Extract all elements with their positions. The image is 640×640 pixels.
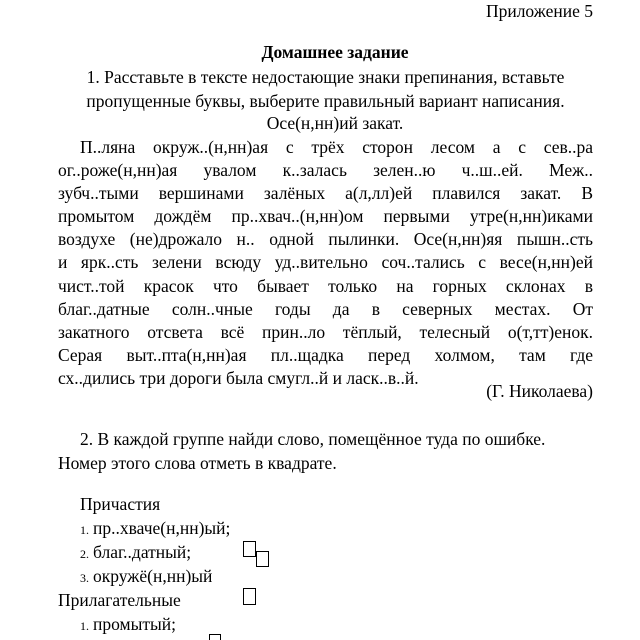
group-heading-adjectives: Прилагательные xyxy=(58,590,181,610)
text-line: промытом дождём пр..хвач..(н,нн)ом первыми утре(н,нн)иками xyxy=(58,206,593,227)
text-subtitle: Осе(н,нн)ий закат. xyxy=(266,113,404,133)
answer-box[interactable] xyxy=(243,541,256,557)
author-attribution: (Г. Николаева) xyxy=(486,381,593,401)
text-line: чист..той красок что бывает только на горных склонах в xyxy=(58,275,593,296)
text-line: ог..роже(н,нн)ая увалом к..залась зелен..ю ч..ш..ей. Меж.. xyxy=(58,160,593,181)
text-line: благ..датные солн..чные годы да в северных местах. От xyxy=(58,298,593,319)
task1-instruction xyxy=(58,65,593,113)
text-line: и ярк..сть зелени всюду уд..вительно соч..тались с весе(н,нн)ей xyxy=(58,252,593,273)
item-number: 3. xyxy=(80,571,89,585)
task1-instruction-line2: пропущенные буквы, выберите правильный вариант написания. xyxy=(86,91,565,111)
item-number: 2. xyxy=(80,547,89,561)
text-line: Серая выт..пта(н,нн)ая пл..щадка перед холмом, там где xyxy=(58,344,593,365)
page-title: Домашнее задание xyxy=(261,42,409,62)
item-number: 1. xyxy=(80,523,89,537)
text-line: закатного отсвета всё прин..ло тёплый, телесный о(т,тт)енок. xyxy=(58,321,593,342)
task2-instruction-line1: 2. В каждой группе найди слово, помещённое туда по ошибке. xyxy=(80,429,546,449)
list-item xyxy=(80,542,191,563)
item-text: пр..хваче(н,нн)ый; xyxy=(93,518,231,538)
list-item xyxy=(80,566,212,587)
task2-instruction-line2: Номер этого слова отметь в квадрате. xyxy=(58,453,337,473)
answer-box[interactable] xyxy=(256,551,269,567)
task2-instruction xyxy=(58,427,598,475)
appendix-label: Приложение 5 xyxy=(485,1,593,21)
item-number: 1. xyxy=(80,619,89,633)
list-item xyxy=(80,518,230,539)
answer-box[interactable] xyxy=(209,634,221,640)
text-line: воздухе (не)дрожало н.. одной пылинки. Осе(н,нн)яя пышн..сть xyxy=(58,229,593,250)
answer-box[interactable] xyxy=(243,588,256,605)
text-line: зубч..тыми вершинами залёных а(л,лл)ей плавился закат. В xyxy=(58,183,593,204)
list-item xyxy=(80,614,176,635)
group-heading-participles: Причастия xyxy=(80,494,161,514)
exercise-text xyxy=(58,136,593,390)
item-text: промытый; xyxy=(93,614,176,634)
text-line: П..ляна окруж..(н,нн)ая с трёх сторон лесом а с сев..ра xyxy=(80,137,593,157)
item-text: окружё(н,нн)ый xyxy=(93,566,213,586)
text-line: сх..дились три дороги была смугл..й и ласк..в..й. xyxy=(58,367,419,388)
task1-instruction-line1: 1. Расставьте в тексте недостающие знаки препинания, вставьте xyxy=(86,67,565,87)
item-text: благ..датный; xyxy=(93,542,192,562)
